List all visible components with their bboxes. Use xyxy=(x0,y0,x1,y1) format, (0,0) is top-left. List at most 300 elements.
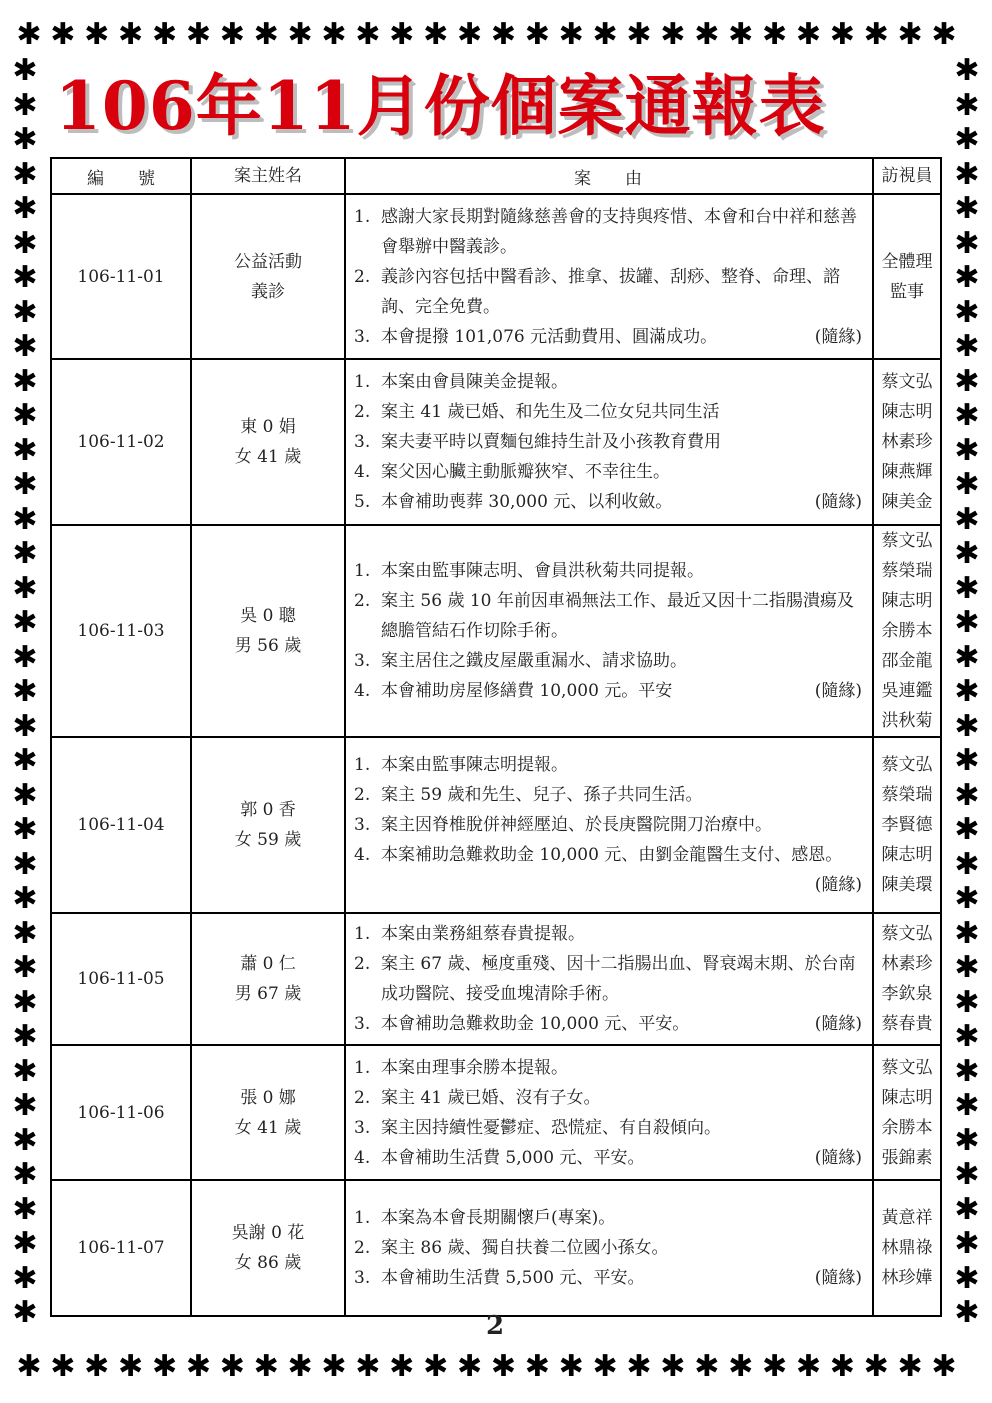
star-ornament-icon: ✱ xyxy=(321,1349,347,1384)
visitor-name: 陳志明 xyxy=(881,591,933,611)
item-text-body: 義診內容包括中醫看診、推拿、拔罐、刮痧、整脊、命理、諮詢、完全免費。 xyxy=(381,266,840,317)
item-text xyxy=(381,457,862,487)
item-note: (隨緣) xyxy=(814,1268,862,1288)
item-number: 1. xyxy=(354,206,371,227)
star-ornament-icon: ✱ xyxy=(863,1349,889,1384)
item-note: (隨緣) xyxy=(814,1147,862,1168)
star-ornament-icon: ✱ xyxy=(954,881,980,916)
star-ornament-icon: ✱ xyxy=(954,777,980,813)
item-text-body: 本案由業務組蔡春貴提報。 xyxy=(381,924,585,944)
star-ornament-icon: ✱ xyxy=(12,777,38,813)
reason-item xyxy=(354,322,862,352)
star-ornament-icon: ✱ xyxy=(16,17,42,52)
case-client xyxy=(191,737,345,913)
star-ornament-icon: ✱ xyxy=(12,501,38,537)
item-text xyxy=(381,646,862,676)
table-row xyxy=(51,1180,941,1316)
header-name: 案主姓名 xyxy=(191,158,345,194)
client-line: 公益活動 xyxy=(234,251,302,272)
star-ornament-icon: ✱ xyxy=(954,467,980,502)
visitor-name: 洪秋菊 xyxy=(881,711,933,731)
star-ornament-icon: ✱ xyxy=(626,17,652,52)
case-client xyxy=(191,1045,345,1180)
star-ornament-icon: ✱ xyxy=(12,1157,38,1192)
item-text-body: 本會補助生活費 5,500 元、平安。 xyxy=(381,1268,645,1288)
item-number: 2. xyxy=(354,402,371,422)
reason-item xyxy=(354,1143,862,1173)
star-ornament-icon: ✱ xyxy=(12,122,38,157)
item-number: 5. xyxy=(354,492,371,512)
reason-item xyxy=(354,676,862,706)
star-ornament-icon: ✱ xyxy=(12,191,38,226)
case-id: 106-11-02 xyxy=(51,359,191,525)
item-text-body: 案主 41 歲已婚、沒有子女。 xyxy=(381,1087,601,1108)
star-ornament-icon: ✱ xyxy=(12,1122,38,1158)
star-ornament-icon: ✱ xyxy=(694,1349,720,1384)
item-text-body: 本案為本會長期關懷戶(專案)。 xyxy=(381,1208,616,1228)
star-ornament-icon: ✱ xyxy=(12,53,38,88)
star-ornament-icon: ✱ xyxy=(558,17,584,52)
star-ornament-icon: ✱ xyxy=(954,674,980,709)
star-ornament-icon: ✱ xyxy=(12,639,38,675)
visitor-name: 張錦素 xyxy=(881,1147,933,1168)
client-line: 義診 xyxy=(251,281,285,302)
item-text-body: 案主 56 歲 10 年前因車禍無法工作、最近又因十二指腸潰瘍及總膽管結石作切除手術。 xyxy=(381,591,854,641)
star-ornament-icon: ✱ xyxy=(12,1088,38,1123)
case-visitors xyxy=(873,194,941,359)
item-number: 3. xyxy=(354,1014,371,1034)
item-number: 3. xyxy=(354,651,371,671)
item-text-body: 案主 86 歲、獨自扶養二位國小孫女。 xyxy=(381,1238,669,1258)
case-reason xyxy=(345,194,873,359)
visitor-name: 邵金龍 xyxy=(881,651,933,671)
item-text-body: 案主因持續性憂鬱症、恐慌症、有自殺傾向。 xyxy=(381,1117,721,1138)
client-line: 蕭 0 仁 xyxy=(240,954,296,974)
star-ornament-icon: ✱ xyxy=(12,329,38,364)
item-text-body: 案主 41 歲已婚、和先生及二位女兒共同生活 xyxy=(381,402,720,422)
case-client xyxy=(191,913,345,1045)
item-number: 4. xyxy=(354,1147,371,1168)
client-line: 女 41 歲 xyxy=(234,1117,302,1138)
item-text xyxy=(381,556,862,586)
item-text-body: 案主 59 歲和先生、兒子、孫子共同生活。 xyxy=(381,785,703,805)
visitor-name: 蔡榮瑞 xyxy=(881,561,933,581)
star-ornament-icon: ✱ xyxy=(954,501,980,537)
item-text xyxy=(381,780,862,810)
star-ornament-icon: ✱ xyxy=(761,1349,788,1384)
star-ornament-icon: ✱ xyxy=(829,17,855,52)
item-text xyxy=(381,919,862,949)
item-number: 2. xyxy=(354,785,371,805)
item-text-body: 感謝大家長期對隨緣慈善會的支持與疼惜、本會和台中祥和慈善會舉辦中醫義診。 xyxy=(381,206,857,257)
item-text xyxy=(381,262,862,322)
case-id: 106-11-03 xyxy=(51,525,191,737)
star-ornament-icon: ✱ xyxy=(12,1053,38,1089)
item-number: 1. xyxy=(354,1208,371,1228)
reason-item xyxy=(354,646,862,676)
item-text xyxy=(381,750,862,780)
table-row xyxy=(51,194,941,359)
client-line: 東 0 娟 xyxy=(240,417,296,437)
star-ornament-icon: ✱ xyxy=(12,881,38,916)
star-ornament-icon: ✱ xyxy=(12,225,38,261)
item-number: 1. xyxy=(354,755,371,775)
star-ornament-icon: ✱ xyxy=(761,17,788,52)
case-client xyxy=(191,194,345,359)
page-title: 106年11月份個案通報表 xyxy=(55,67,826,145)
reason-item xyxy=(354,487,862,517)
visitor-name: 林素珍 xyxy=(881,954,933,974)
visitor-name: 林珍嬅 xyxy=(881,1268,933,1288)
reason-item xyxy=(354,457,862,487)
case-reason xyxy=(345,737,873,913)
star-ornament-icon: ✱ xyxy=(954,329,980,364)
item-text xyxy=(381,676,862,706)
star-ornament-icon: ✱ xyxy=(954,708,980,744)
star-ornament-icon: ✱ xyxy=(151,17,178,52)
star-ornament-icon: ✱ xyxy=(863,17,889,52)
item-number: 3. xyxy=(354,1117,371,1138)
star-ornament-icon: ✱ xyxy=(253,1349,279,1384)
star-ornament-icon: ✱ xyxy=(954,191,980,226)
item-text-body: 本會補助急難救助金 10,000 元、平安。 xyxy=(381,1014,690,1034)
item-note: (隨緣) xyxy=(814,875,862,895)
reason-item xyxy=(354,1203,862,1233)
star-ornament-icon: ✱ xyxy=(423,1349,449,1384)
item-text xyxy=(381,487,862,517)
item-text-body: 本會提撥 101,076 元活動費用、圓滿成功。 xyxy=(381,326,718,347)
client-line: 女 86 歲 xyxy=(234,1253,302,1273)
case-reason xyxy=(345,1180,873,1316)
star-ornament-icon: ✱ xyxy=(12,605,38,640)
reason-item xyxy=(354,949,862,1009)
table-row xyxy=(51,737,941,913)
visitor-name: 余勝本 xyxy=(881,621,933,641)
reason-item xyxy=(354,397,862,427)
star-ornament-icon: ✱ xyxy=(118,17,144,52)
item-number: 4. xyxy=(354,462,371,482)
star-ornament-icon: ✱ xyxy=(389,17,415,52)
item-text-body: 案夫妻平時以賣麵包維持生計及小孩教育費用 xyxy=(381,432,721,452)
visitor-name: 蔡文弘 xyxy=(881,755,933,775)
star-ornament-icon: ✱ xyxy=(151,1349,178,1384)
star-ornament-icon: ✱ xyxy=(954,1295,980,1330)
table-row xyxy=(51,525,941,737)
item-number: 4. xyxy=(354,845,371,865)
star-ornament-icon: ✱ xyxy=(12,674,38,709)
border-right xyxy=(950,54,984,1331)
star-ornament-icon: ✱ xyxy=(524,1349,550,1384)
star-ornament-icon: ✱ xyxy=(524,17,550,52)
item-number: 4. xyxy=(354,681,371,701)
star-ornament-icon: ✱ xyxy=(954,1088,980,1123)
star-ornament-icon: ✱ xyxy=(12,156,38,192)
star-ornament-icon: ✱ xyxy=(321,17,347,52)
star-ornament-icon: ✱ xyxy=(954,363,980,399)
item-number: 3. xyxy=(354,815,371,835)
border-left xyxy=(8,54,42,1331)
star-ornament-icon: ✱ xyxy=(954,570,980,606)
item-number: 3. xyxy=(354,326,371,347)
item-text xyxy=(381,1263,862,1293)
star-ornament-icon: ✱ xyxy=(954,225,980,261)
star-ornament-icon: ✱ xyxy=(185,17,211,52)
table-row xyxy=(51,359,941,525)
star-ornament-icon: ✱ xyxy=(185,1349,211,1384)
item-text xyxy=(381,1083,862,1113)
item-number: 2. xyxy=(354,591,371,611)
item-number: 1. xyxy=(354,372,371,392)
item-text-body: 本會補助生活費 5,000 元、平安。 xyxy=(381,1147,645,1168)
star-ornament-icon: ✱ xyxy=(954,122,980,157)
header-id: 編 號 xyxy=(51,158,191,194)
star-ornament-icon: ✱ xyxy=(592,17,618,52)
star-ornament-icon: ✱ xyxy=(287,17,313,52)
item-text-body: 本案由監事陳志明提報。 xyxy=(381,755,568,775)
star-ornament-icon: ✱ xyxy=(12,984,38,1020)
reason-item xyxy=(354,1233,862,1263)
star-ornament-icon: ✱ xyxy=(626,1349,652,1384)
case-report-table xyxy=(50,157,942,1317)
visitor-name: 李欽泉 xyxy=(881,984,933,1004)
item-text xyxy=(381,1113,862,1143)
star-ornament-icon: ✱ xyxy=(219,17,245,52)
reason-item xyxy=(354,202,862,262)
star-ornament-icon: ✱ xyxy=(931,1349,957,1384)
star-ornament-icon: ✱ xyxy=(12,915,38,951)
star-ornament-icon: ✱ xyxy=(12,467,38,502)
star-ornament-icon: ✱ xyxy=(12,1019,38,1054)
star-ornament-icon: ✱ xyxy=(12,363,38,399)
star-ornament-icon: ✱ xyxy=(954,743,980,778)
item-number: 3. xyxy=(354,432,371,452)
star-ornament-icon: ✱ xyxy=(954,1226,980,1261)
star-ornament-icon: ✱ xyxy=(456,1349,483,1384)
star-ornament-icon: ✱ xyxy=(219,1349,245,1384)
case-id: 106-11-04 xyxy=(51,737,191,913)
star-ornament-icon: ✱ xyxy=(12,743,38,778)
star-ornament-icon: ✱ xyxy=(490,17,516,52)
case-client xyxy=(191,525,345,737)
visitor-name: 陳志明 xyxy=(881,1087,933,1108)
star-ornament-icon: ✱ xyxy=(954,260,980,295)
star-ornament-icon: ✱ xyxy=(954,432,980,468)
visitor-name: 蔡文弘 xyxy=(881,1057,933,1078)
star-ornament-icon: ✱ xyxy=(954,846,980,882)
client-line: 吳謝 0 花 xyxy=(231,1223,305,1243)
case-client xyxy=(191,359,345,525)
case-reason xyxy=(345,359,873,525)
visitor-name: 陳燕輝 xyxy=(881,462,933,482)
star-ornament-icon: ✱ xyxy=(954,984,980,1020)
star-ornament-icon: ✱ xyxy=(490,1349,516,1384)
star-ornament-icon: ✱ xyxy=(558,1349,584,1384)
star-ornament-icon: ✱ xyxy=(954,639,980,675)
star-ornament-icon: ✱ xyxy=(954,536,980,571)
item-text xyxy=(381,322,862,352)
star-ornament-icon: ✱ xyxy=(12,1260,38,1296)
item-text-body: 本會補助房屋修繕費 10,000 元。平安 xyxy=(381,681,673,701)
item-note: (隨緣) xyxy=(814,1014,862,1034)
item-number: 1. xyxy=(354,924,371,944)
star-ornament-icon: ✱ xyxy=(795,1349,821,1384)
star-ornament-icon: ✱ xyxy=(355,17,381,52)
item-number: 3. xyxy=(354,1268,371,1288)
star-ornament-icon: ✱ xyxy=(253,17,279,52)
item-text xyxy=(381,367,862,397)
client-line: 郭 0 香 xyxy=(240,800,296,820)
item-text-body: 本案由理事余勝本提報。 xyxy=(381,1057,568,1078)
visitor-name: 陳志明 xyxy=(881,845,933,865)
item-text-body: 案主因脊椎脫併神經壓迫、於長庚醫院開刀治療中。 xyxy=(381,815,772,835)
client-line: 男 56 歲 xyxy=(234,636,302,656)
star-ornament-icon: ✱ xyxy=(954,294,980,330)
visitor-name: 全體理 xyxy=(881,251,933,272)
star-ornament-icon: ✱ xyxy=(795,17,821,52)
star-ornament-icon: ✱ xyxy=(12,950,38,985)
item-text-body: 案主 67 歲、極度重殘、因十二指腸出血、腎衰竭末期、於台南成功醫院、接受血塊清除手術。 xyxy=(381,954,856,1004)
star-ornament-icon: ✱ xyxy=(12,432,38,468)
visitor-name: 陳志明 xyxy=(881,402,933,422)
star-ornament-icon: ✱ xyxy=(118,1349,144,1384)
star-ornament-icon: ✱ xyxy=(592,1349,618,1384)
client-line: 吳 0 聰 xyxy=(240,606,296,626)
page-number: 2 xyxy=(486,1311,505,1341)
star-ornament-icon: ✱ xyxy=(50,1349,76,1384)
item-note: (隨緣) xyxy=(814,492,862,512)
reason-item xyxy=(354,1113,862,1143)
visitor-name: 林素珍 xyxy=(881,432,933,452)
item-text-body: 本案補助急難救助金 10,000 元、由劉金龍醫生支付、感恩。 xyxy=(381,845,843,865)
item-number: 2. xyxy=(354,266,371,287)
case-id: 106-11-06 xyxy=(51,1045,191,1180)
item-number: 2. xyxy=(354,1238,371,1258)
item-number: 2. xyxy=(354,954,371,974)
case-visitors xyxy=(873,1180,941,1316)
reason-item xyxy=(354,840,862,900)
star-ornament-icon: ✱ xyxy=(954,156,980,192)
visitor-name: 監事 xyxy=(890,281,924,302)
case-reason xyxy=(345,913,873,1045)
border-top xyxy=(12,17,961,52)
star-ornament-icon: ✱ xyxy=(84,1349,110,1384)
star-ornament-icon: ✱ xyxy=(12,87,38,123)
visitor-name: 陳美金 xyxy=(881,492,933,512)
visitor-name: 蔡文弘 xyxy=(881,531,933,551)
star-ornament-icon: ✱ xyxy=(660,17,686,52)
case-reason xyxy=(345,1045,873,1180)
item-text xyxy=(381,1053,862,1083)
item-text xyxy=(381,949,862,1009)
star-ornament-icon: ✱ xyxy=(287,1349,313,1384)
star-ornament-icon: ✱ xyxy=(12,1191,38,1227)
star-ornament-icon: ✱ xyxy=(389,1349,415,1384)
table-header-row xyxy=(51,158,941,194)
reason-item xyxy=(354,367,862,397)
visitor-name: 李賢德 xyxy=(881,815,933,835)
star-ornament-icon: ✱ xyxy=(897,17,923,52)
star-ornament-icon: ✱ xyxy=(355,1349,381,1384)
table-row xyxy=(51,1045,941,1180)
star-ornament-icon: ✱ xyxy=(16,1349,42,1384)
star-ornament-icon: ✱ xyxy=(84,17,110,52)
item-text xyxy=(381,810,862,840)
reason-item xyxy=(354,556,862,586)
reason-item xyxy=(354,1053,862,1083)
reason-item xyxy=(354,1009,862,1039)
item-note: (隨緣) xyxy=(814,681,862,701)
visitor-name: 蔡春貴 xyxy=(881,1014,933,1034)
star-ornament-icon: ✱ xyxy=(954,398,980,433)
visitor-name: 蔡榮瑞 xyxy=(881,785,933,805)
star-ornament-icon: ✱ xyxy=(954,915,980,951)
item-text-body: 本會補助喪葬 30,000 元、以利收斂。 xyxy=(381,492,673,512)
star-ornament-icon: ✱ xyxy=(954,812,980,847)
star-ornament-icon: ✱ xyxy=(12,1295,38,1330)
item-text-body: 本案由監事陳志明、會員洪秋菊共同提報。 xyxy=(381,561,704,581)
star-ornament-icon: ✱ xyxy=(12,260,38,295)
reason-item xyxy=(354,262,862,322)
client-line: 女 59 歲 xyxy=(234,830,302,850)
item-text xyxy=(381,1233,862,1263)
reason-item xyxy=(354,750,862,780)
star-ornament-icon: ✱ xyxy=(954,1122,980,1158)
star-ornament-icon: ✱ xyxy=(12,294,38,330)
reason-item xyxy=(354,586,862,646)
star-ornament-icon: ✱ xyxy=(12,570,38,606)
star-ornament-icon: ✱ xyxy=(954,1191,980,1227)
visitor-name: 蔡文弘 xyxy=(881,372,933,392)
header-reason: 案 由 xyxy=(345,158,873,194)
star-ornament-icon: ✱ xyxy=(954,87,980,123)
star-ornament-icon: ✱ xyxy=(12,398,38,433)
case-id: 106-11-07 xyxy=(51,1180,191,1316)
star-ornament-icon: ✱ xyxy=(954,1019,980,1054)
star-ornament-icon: ✱ xyxy=(829,1349,855,1384)
case-client xyxy=(191,1180,345,1316)
item-text xyxy=(381,397,862,427)
client-line: 男 67 歲 xyxy=(234,984,302,1004)
star-ornament-icon: ✱ xyxy=(728,17,754,52)
star-ornament-icon: ✱ xyxy=(423,17,449,52)
item-text xyxy=(381,840,862,900)
item-text xyxy=(381,202,862,262)
star-ornament-icon: ✱ xyxy=(12,812,38,847)
star-ornament-icon: ✱ xyxy=(954,950,980,985)
star-ornament-icon: ✱ xyxy=(456,17,483,52)
item-text xyxy=(381,427,862,457)
item-text-body: 案主居住之鐵皮屋嚴重漏水、請求協助。 xyxy=(381,651,687,671)
star-ornament-icon: ✱ xyxy=(660,1349,686,1384)
reason-item xyxy=(354,780,862,810)
star-ornament-icon: ✱ xyxy=(954,1053,980,1089)
item-text-body: 本案由會員陳美金提報。 xyxy=(381,372,568,392)
star-ornament-icon: ✱ xyxy=(931,17,957,52)
star-ornament-icon: ✱ xyxy=(954,605,980,640)
star-ornament-icon: ✱ xyxy=(694,17,720,52)
visitor-name: 黃意祥 xyxy=(881,1208,933,1228)
star-ornament-icon: ✱ xyxy=(12,846,38,882)
case-visitors xyxy=(873,737,941,913)
visitor-name: 吳連鑑 xyxy=(881,681,933,701)
item-number: 1. xyxy=(354,561,371,581)
star-ornament-icon: ✱ xyxy=(954,53,980,88)
star-ornament-icon: ✱ xyxy=(50,17,76,52)
case-visitors xyxy=(873,525,941,737)
reason-item xyxy=(354,919,862,949)
star-ornament-icon: ✱ xyxy=(897,1349,923,1384)
item-number: 1. xyxy=(354,1057,371,1078)
